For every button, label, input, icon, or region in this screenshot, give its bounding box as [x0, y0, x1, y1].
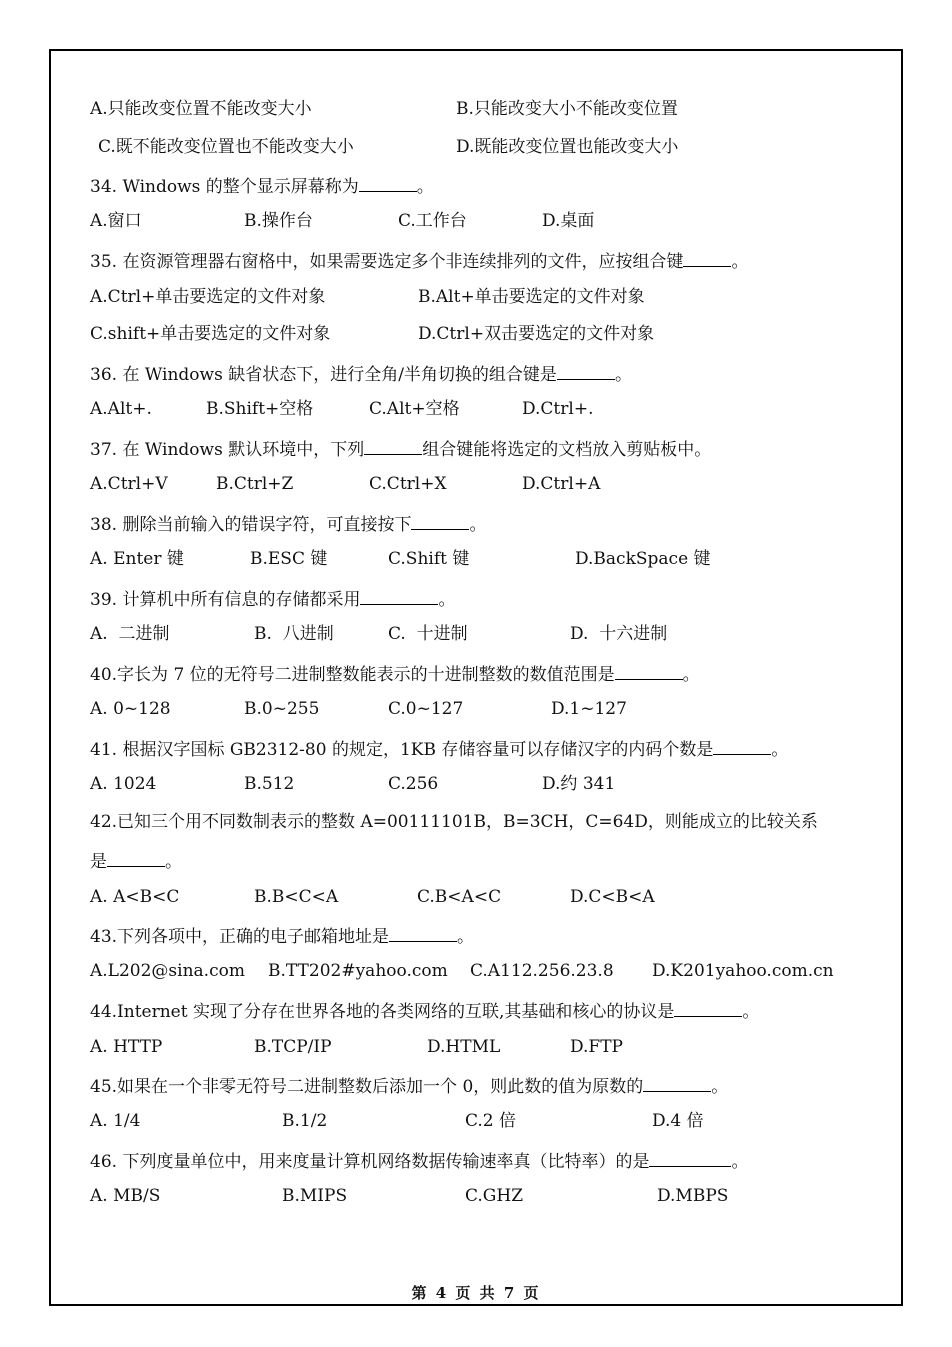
- q38-option-d: D.BackSpace 键: [575, 549, 711, 569]
- q34-option-a: A.窗口: [90, 211, 142, 231]
- q39-option-c: C. 十进制: [388, 624, 468, 644]
- question-34: 34. Windows 的整个显示屏幕称为 。: [90, 173, 434, 198]
- question-40: 40.字长为 7 位的无符号二进制整数能表示的十进制整数的数值范围是 。: [90, 661, 700, 686]
- q44-option-b: B.TCP/IP: [254, 1037, 332, 1057]
- q37-option-a: A.Ctrl+V: [90, 474, 168, 494]
- q38-option-c: C.Shift 键: [388, 549, 470, 569]
- pre-option-b: B.只能改变大小不能改变位置: [456, 99, 678, 119]
- q45-option-b: B.1/2: [282, 1111, 328, 1131]
- question-45: 45.如果在一个非零无符号二进制整数后添加一个 0，则此数的值为原数的 。: [90, 1073, 728, 1098]
- q45-option-a: A. 1/4: [90, 1111, 141, 1131]
- q38-option-b: B.ESC 键: [250, 549, 328, 569]
- q35-option-c: C.shift+单击要选定的文件对象: [90, 324, 331, 344]
- q37-option-b: B.Ctrl+Z: [216, 474, 294, 494]
- question-46: 46. 下列度量单位中，用来度量计算机网络数据传输速率真（比特率）的是 。: [90, 1148, 748, 1173]
- question-35: 35. 在资源管理器右窗格中，如果需要选定多个非连续排列的文件，应按组合键 。: [90, 248, 748, 273]
- q36-option-a: A.Alt+.: [90, 399, 152, 419]
- q40-option-c: C.0~127: [388, 699, 464, 719]
- q45-option-d: D.4 倍: [652, 1111, 704, 1131]
- q39-option-d: D. 十六进制: [570, 624, 668, 644]
- q36-option-d: D.Ctrl+.: [522, 399, 594, 419]
- q41-option-d: D.约 341: [542, 774, 616, 794]
- q42-option-c: C.B<A<C: [417, 887, 502, 907]
- q43-option-b: B.TT202#yahoo.com: [268, 961, 448, 981]
- q41-option-c: C.256: [388, 774, 439, 794]
- q35-option-d: D.Ctrl+双击要选定的文件对象: [418, 324, 655, 344]
- q42-option-d: D.C<B<A: [570, 887, 655, 907]
- question-43: 43.下列各项中，正确的电子邮箱地址是 。: [90, 923, 474, 948]
- q35-option-a: A.Ctrl+单击要选定的文件对象: [90, 287, 326, 307]
- q34-option-d: D.桌面: [542, 211, 595, 231]
- q41-option-b: B.512: [244, 774, 295, 794]
- q46-option-d: D.MBPS: [657, 1186, 729, 1206]
- question-37: 37. 在 Windows 默认环境中，下列 组合键能将选定的文档放入剪贴板中。: [90, 436, 711, 461]
- q43-option-c: C.A112.256.23.8: [470, 961, 614, 981]
- q40-option-b: B.0~255: [244, 699, 320, 719]
- q37-option-d: D.Ctrl+A: [522, 474, 601, 494]
- q44-option-c: D.HTML: [427, 1037, 501, 1057]
- q46-option-a: A. MB/S: [90, 1186, 161, 1206]
- q40-option-a: A. 0~128: [90, 699, 171, 719]
- q46-option-b: B.MIPS: [282, 1186, 348, 1206]
- q37-option-c: C.Ctrl+X: [369, 474, 447, 494]
- pre-option-d: D.既能改变位置也能改变大小: [456, 137, 679, 157]
- q36-option-c: C.Alt+空格: [369, 399, 460, 419]
- question-42: 42.已知三个用不同数制表示的整数 A=00111101B，B=3CH，C=64D，则能成立的比较关系: [90, 812, 818, 832]
- question-44: 44.Internet 实现了分存在世界各地的各类网络的互联,其基础和核心的协议是 。: [90, 998, 759, 1023]
- question-39: 39. 计算机中所有信息的存储都采用 。: [90, 586, 455, 611]
- q43-option-d: D.K201yahoo.com.cn: [652, 961, 834, 981]
- q38-option-a: A. Enter 键: [90, 549, 184, 569]
- q42-option-a: A. A<B<C: [90, 887, 180, 907]
- q40-option-d: D.1~127: [551, 699, 627, 719]
- question-42-line2: 是 。: [90, 848, 182, 873]
- page-footer: 第 4 页 共 7 页: [411, 1284, 541, 1302]
- question-38: 38. 删除当前输入的错误字符，可直接按下 。: [90, 511, 486, 536]
- q43-option-a: A.L202@sina.com: [90, 961, 245, 981]
- q45-option-c: C.2 倍: [465, 1111, 517, 1131]
- q41-option-a: A. 1024: [90, 774, 157, 794]
- pre-option-c: C.既不能改变位置也不能改变大小: [98, 137, 354, 157]
- q46-option-c: C.GHZ: [465, 1186, 524, 1206]
- q39-option-b: B. 八进制: [254, 624, 334, 644]
- q36-option-b: B.Shift+空格: [206, 399, 314, 419]
- question-41: 41. 根据汉字国标 GB2312-80 的规定，1KB 存储容量可以存储汉字的内码个数是 。: [90, 736, 788, 761]
- q34-option-c: C.工作台: [398, 211, 467, 231]
- q35-option-b: B.Alt+单击要选定的文件对象: [418, 287, 645, 307]
- pre-option-a: A.只能改变位置不能改变大小: [90, 99, 312, 119]
- q34-option-b: B.操作台: [244, 211, 313, 231]
- q44-option-a: A. HTTP: [90, 1037, 163, 1057]
- q42-option-b: B.B<C<A: [254, 887, 339, 907]
- q39-option-a: A. 二进制: [90, 624, 170, 644]
- q44-option-d: D.FTP: [570, 1037, 624, 1057]
- question-36: 36. 在 Windows 缺省状态下，进行全角/半角切换的组合键是 。: [90, 361, 632, 386]
